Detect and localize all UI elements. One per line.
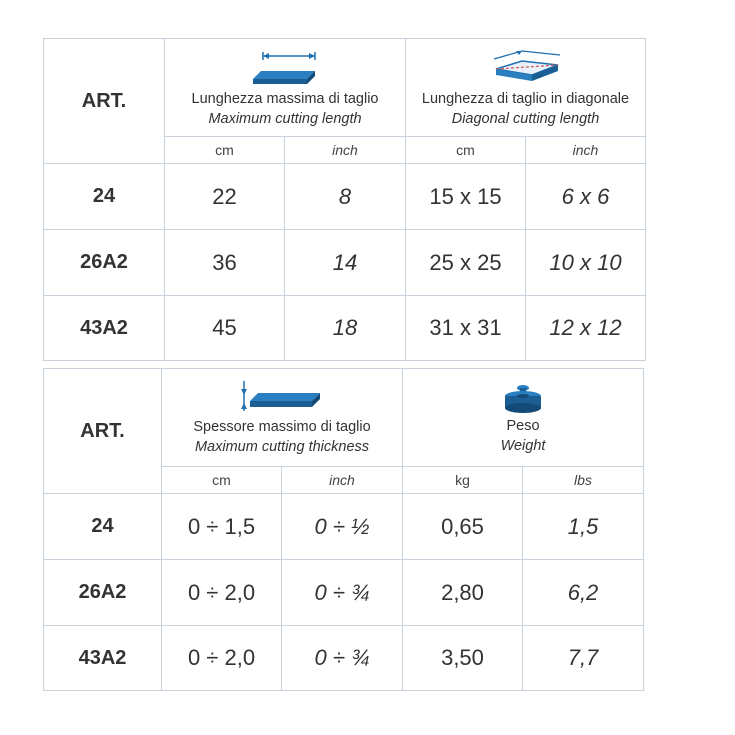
table-row xyxy=(44,560,644,626)
unit-kg: kg xyxy=(403,467,523,494)
cell-value: 2,80 xyxy=(403,560,523,626)
table-row xyxy=(44,626,644,691)
cell-value: 0 ÷ ½ xyxy=(282,494,403,560)
unit-inch: inch xyxy=(282,467,403,494)
art-code: 26A2 xyxy=(44,230,165,296)
cell-value: 18 xyxy=(285,296,406,361)
max-length-label-en: Maximum cutting length xyxy=(208,110,362,127)
unit-lbs: lbs xyxy=(523,467,644,494)
cell-value: 36 xyxy=(165,230,285,296)
art-code: 26A2 xyxy=(44,560,162,626)
diagonal-length-label-en: Diagonal cutting length xyxy=(451,110,600,127)
art-code: 43A2 xyxy=(44,296,165,361)
unit-inch: inch xyxy=(526,137,646,164)
weight-header xyxy=(403,369,644,467)
diagonal-length-header xyxy=(406,39,646,137)
art-header: ART. xyxy=(44,39,165,164)
cell-value: 0 ÷ ¾ xyxy=(282,626,403,691)
spec-table-cutting-length xyxy=(43,38,646,361)
cell-value: 3,50 xyxy=(403,626,523,691)
unit-inch: inch xyxy=(285,137,406,164)
thickness-plate-icon xyxy=(240,379,324,415)
cell-value: 31 x 31 xyxy=(406,296,526,361)
table-row xyxy=(44,230,646,296)
thickness-label: Spessore massimo di taglio xyxy=(193,418,371,435)
max-length-header xyxy=(165,39,406,137)
thickness-label-en: Maximum cutting thickness xyxy=(194,438,370,455)
table-row xyxy=(44,164,646,230)
unit-cm: cm xyxy=(162,467,282,494)
unit-cm: cm xyxy=(165,137,285,164)
cell-value: 1,5 xyxy=(523,494,644,560)
table-row xyxy=(44,494,644,560)
thickness-header xyxy=(162,369,403,467)
cell-value: 7,7 xyxy=(523,626,644,691)
art-code: 24 xyxy=(44,164,165,230)
weight-label: Peso xyxy=(506,417,540,434)
cell-value: 25 x 25 xyxy=(406,230,526,296)
cell-value: 12 x 12 xyxy=(526,296,646,361)
diagonal-length-plate-icon xyxy=(486,47,566,87)
weight-icon xyxy=(501,380,545,414)
weight-label-en: Weight xyxy=(500,437,546,454)
art-code: 24 xyxy=(44,494,162,560)
cell-value: 0 ÷ ¾ xyxy=(282,560,403,626)
cell-value: 6,2 xyxy=(523,560,644,626)
table-row xyxy=(44,296,646,361)
unit-cm: cm xyxy=(406,137,526,164)
cell-value: 8 xyxy=(285,164,406,230)
cell-value: 10 x 10 xyxy=(526,230,646,296)
art-header: ART. xyxy=(44,369,162,494)
max-length-label: Lunghezza massima di taglio xyxy=(191,90,379,107)
cell-value: 15 x 15 xyxy=(406,164,526,230)
cell-value: 6 x 6 xyxy=(526,164,646,230)
diagonal-length-label: Lunghezza di taglio in diagonale xyxy=(421,90,630,107)
max-length-plate-icon xyxy=(245,47,325,87)
cell-value: 0 ÷ 2,0 xyxy=(162,560,282,626)
cell-value: 45 xyxy=(165,296,285,361)
cell-value: 22 xyxy=(165,164,285,230)
header-row xyxy=(44,369,644,467)
cell-value: 0,65 xyxy=(403,494,523,560)
cell-value: 14 xyxy=(285,230,406,296)
spec-table-thickness-weight xyxy=(43,368,644,691)
cell-value: 0 ÷ 2,0 xyxy=(162,626,282,691)
header-row xyxy=(44,39,646,137)
art-code: 43A2 xyxy=(44,626,162,691)
cell-value: 0 ÷ 1,5 xyxy=(162,494,282,560)
